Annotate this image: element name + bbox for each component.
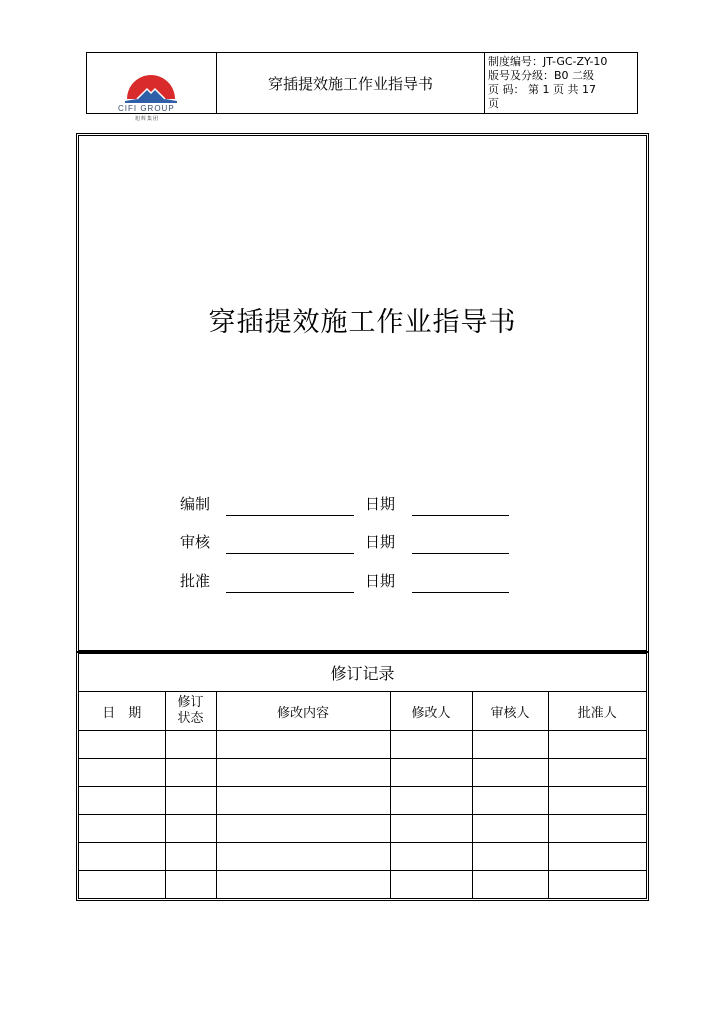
table-cell	[165, 787, 216, 815]
table-cell	[472, 731, 548, 759]
prepared-label: 编制	[180, 495, 211, 513]
col-status-label: 修订 状态	[177, 695, 204, 726]
page-info: 页 码： 第 1 页 共 17	[488, 83, 596, 96]
table-row	[79, 731, 646, 759]
col-date: 日 期	[79, 692, 165, 731]
col-content: 修改内容	[216, 692, 390, 731]
table-cell	[472, 759, 548, 787]
cover-section	[76, 133, 649, 653]
table-cell	[390, 787, 472, 815]
table-cell	[216, 843, 390, 871]
prepared-date-line	[412, 515, 509, 516]
doc-version: 版号及分级：B0 二级	[488, 69, 595, 82]
company-logo	[87, 53, 217, 122]
approved-line	[226, 592, 354, 593]
col-approver: 批准人	[548, 692, 646, 731]
cover-title: 穿插提效施工作业指导书	[208, 307, 517, 338]
table-cell	[390, 843, 472, 871]
header-title: 穿插提效施工作业指导书	[217, 53, 485, 113]
table-cell	[165, 759, 216, 787]
table-cell	[216, 815, 390, 843]
table-cell	[548, 787, 646, 815]
table-cell	[165, 815, 216, 843]
table-cell	[390, 759, 472, 787]
table-cell	[79, 787, 165, 815]
logo-text: CIFI GROUP	[118, 104, 175, 113]
doc-number: 制度编号：JT-GC-ZY-10	[488, 55, 608, 68]
table-cell	[548, 871, 646, 899]
table-cell	[216, 731, 390, 759]
table-cell	[548, 759, 646, 787]
table-cell	[472, 815, 548, 843]
revision-table	[79, 692, 646, 898]
page-info-cont: 页	[488, 97, 499, 110]
approved-label: 批准	[180, 572, 211, 590]
reviewed-date-line	[412, 553, 509, 554]
col-status	[165, 692, 216, 731]
table-cell	[79, 871, 165, 899]
table-cell	[390, 731, 472, 759]
table-cell	[472, 787, 548, 815]
table-cell	[165, 843, 216, 871]
table-row	[79, 787, 646, 815]
table-cell	[79, 759, 165, 787]
col-reviewer: 审核人	[472, 692, 548, 731]
table-cell	[216, 787, 390, 815]
table-cell	[472, 843, 548, 871]
header-meta	[485, 53, 637, 113]
table-cell	[79, 731, 165, 759]
logo-subtext: 旭辉集团	[135, 116, 160, 122]
approved-date-line	[412, 592, 509, 593]
table-cell	[548, 731, 646, 759]
approved-date-label: 日期	[365, 572, 396, 590]
reviewed-label: 审核	[180, 533, 211, 551]
prepared-date-label: 日期	[365, 495, 396, 513]
table-row	[79, 815, 646, 843]
table-cell	[472, 871, 548, 899]
reviewed-line	[226, 553, 354, 554]
table-cell	[548, 815, 646, 843]
table-row	[79, 759, 646, 787]
table-cell	[79, 843, 165, 871]
table-cell	[165, 731, 216, 759]
table-cell	[165, 871, 216, 899]
table-cell	[390, 815, 472, 843]
table-cell	[79, 815, 165, 843]
table-cell	[548, 843, 646, 871]
table-row	[79, 871, 646, 899]
col-modifier: 修改人	[390, 692, 472, 731]
revision-title: 修订记录	[79, 654, 646, 692]
table-cell	[216, 871, 390, 899]
table-row	[79, 843, 646, 871]
document-header	[86, 52, 638, 122]
reviewed-date-label: 日期	[365, 533, 396, 551]
table-cell	[216, 759, 390, 787]
revision-table-header	[79, 692, 646, 731]
prepared-line	[226, 515, 354, 516]
cifi-logo-icon	[125, 75, 177, 105]
table-cell	[390, 871, 472, 899]
revision-record-section	[76, 651, 649, 901]
